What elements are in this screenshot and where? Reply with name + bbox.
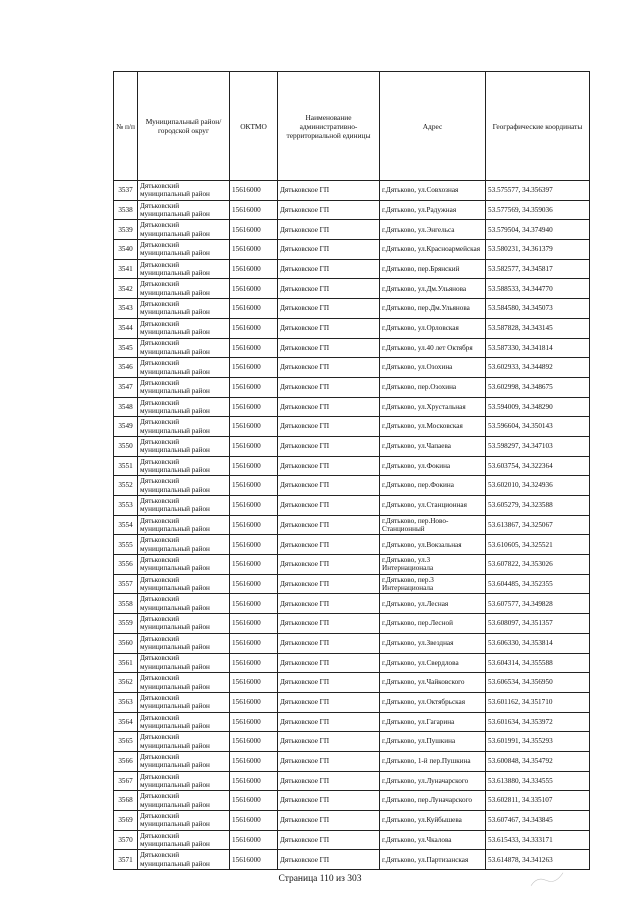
row-district: Дятьковский муниципальный район [138,712,230,732]
row-number: 3569 [114,811,138,831]
header-district: Муниципальный район/городской округ [138,72,230,181]
row-district: Дятьковский муниципальный район [138,417,230,437]
row-coords: 53.601162, 34.351710 [486,692,590,712]
row-address: г.Дятьково, ул.Гагарина [380,712,486,732]
row-oktmo: 15616000 [230,732,278,752]
row-coords: 53.604314, 34.355588 [486,653,590,673]
row-number: 3555 [114,535,138,555]
row-number: 3551 [114,456,138,476]
row-coords: 53.600848, 34.354792 [486,751,590,771]
row-district: Дятьковский муниципальный район [138,397,230,417]
row-unit: Дятьковское ГП [278,712,380,732]
row-unit: Дятьковское ГП [278,200,380,220]
row-district: Дятьковский муниципальный район [138,259,230,279]
row-district: Дятьковский муниципальный район [138,220,230,240]
row-number: 3570 [114,830,138,850]
row-unit: Дятьковское ГП [278,436,380,456]
row-address: г.Дятьково, ул.Чапаева [380,436,486,456]
table-body [114,181,590,870]
row-coords: 53.594009, 34.348290 [486,397,590,417]
table-row [114,633,590,653]
row-unit: Дятьковское ГП [278,338,380,358]
row-district: Дятьковский муниципальный район [138,338,230,358]
row-district: Дятьковский муниципальный район [138,614,230,634]
table-row [114,338,590,358]
row-unit: Дятьковское ГП [278,594,380,614]
table-row [114,220,590,240]
registry-table [113,71,590,870]
row-district: Дятьковский муниципальный район [138,358,230,378]
row-number: 3558 [114,594,138,614]
table-row [114,594,590,614]
row-unit: Дятьковское ГП [278,279,380,299]
row-oktmo: 15616000 [230,417,278,437]
table-row [114,397,590,417]
table-row [114,318,590,338]
row-coords: 53.613880, 34.334555 [486,771,590,791]
row-number: 3563 [114,692,138,712]
row-address: г.Дятьково, 1-й пер.Пушкина [380,751,486,771]
row-address: г.Дятьково, ул.Станционная [380,496,486,516]
row-unit: Дятьковское ГП [278,574,380,594]
row-unit: Дятьковское ГП [278,515,380,535]
row-coords: 53.607577, 34.349828 [486,594,590,614]
table-row [114,535,590,555]
table-header-row [114,72,590,181]
row-oktmo: 15616000 [230,692,278,712]
row-address: г.Дятьково, ул.Чайковского [380,673,486,693]
row-number: 3571 [114,850,138,870]
row-unit: Дятьковское ГП [278,692,380,712]
row-number: 3553 [114,496,138,516]
row-unit: Дятьковское ГП [278,732,380,752]
row-coords: 53.602811, 34.335107 [486,791,590,811]
row-district: Дятьковский муниципальный район [138,240,230,260]
row-oktmo: 15616000 [230,259,278,279]
row-district: Дятьковский муниципальный район [138,791,230,811]
row-oktmo: 15616000 [230,673,278,693]
row-number: 3564 [114,712,138,732]
table-row [114,811,590,831]
row-oktmo: 15616000 [230,614,278,634]
row-number: 3544 [114,318,138,338]
row-district: Дятьковский муниципальный район [138,811,230,831]
table-row [114,299,590,319]
row-coords: 53.575577, 34.356397 [486,181,590,201]
row-address: г.Дятьково, ул.Лесная [380,594,486,614]
row-coords: 53.587828, 34.343145 [486,318,590,338]
row-number: 3538 [114,200,138,220]
row-oktmo: 15616000 [230,318,278,338]
table-row [114,692,590,712]
header-coords: Географические координаты [486,72,590,181]
table-row [114,574,590,594]
row-coords: 53.613867, 34.325067 [486,515,590,535]
row-unit: Дятьковское ГП [278,653,380,673]
row-coords: 53.615433, 34.333171 [486,830,590,850]
row-unit: Дятьковское ГП [278,811,380,831]
row-address: г.Дятьково, ул.Пушкина [380,732,486,752]
header-unit: Наименование административно-территориальной единицы [278,72,380,181]
row-address: г.Дятьково, ул.Свердлова [380,653,486,673]
header-address: Адрес [380,72,486,181]
table-row [114,358,590,378]
row-district: Дятьковский муниципальный район [138,594,230,614]
row-district: Дятьковский муниципальный район [138,456,230,476]
row-oktmo: 15616000 [230,535,278,555]
row-number: 3540 [114,240,138,260]
row-coords: 53.602933, 34.344892 [486,358,590,378]
row-number: 3568 [114,791,138,811]
row-address: г.Дятьково, ул.Красноармейская [380,240,486,260]
row-coords: 53.577569, 34.359036 [486,200,590,220]
row-address: г.Дятьково, ул.Фокина [380,456,486,476]
row-unit: Дятьковское ГП [278,358,380,378]
row-district: Дятьковский муниципальный район [138,555,230,575]
row-coords: 53.602998, 34.348675 [486,377,590,397]
table-row [114,181,590,201]
row-oktmo: 15616000 [230,358,278,378]
row-unit: Дятьковское ГП [278,456,380,476]
row-number: 3550 [114,436,138,456]
row-district: Дятьковский муниципальный район [138,692,230,712]
row-coords: 53.588533, 34.344770 [486,279,590,299]
row-address: г.Дятьково, ул.Октябрьская [380,692,486,712]
row-number: 3556 [114,555,138,575]
row-coords: 53.606330, 34.353814 [486,633,590,653]
table-row [114,830,590,850]
row-unit: Дятьковское ГП [278,830,380,850]
row-district: Дятьковский муниципальный район [138,673,230,693]
row-district: Дятьковский муниципальный район [138,318,230,338]
table-row [114,476,590,496]
row-address: г.Дятьково, ул.Орловская [380,318,486,338]
row-district: Дятьковский муниципальный район [138,200,230,220]
row-address: г.Дятьково, пер.Дм.Ульянова [380,299,486,319]
row-district: Дятьковский муниципальный район [138,476,230,496]
row-oktmo: 15616000 [230,555,278,575]
row-unit: Дятьковское ГП [278,633,380,653]
row-oktmo: 15616000 [230,397,278,417]
row-number: 3557 [114,574,138,594]
row-oktmo: 15616000 [230,515,278,535]
table-row [114,456,590,476]
row-coords: 53.596604, 34.350143 [486,417,590,437]
row-address: г.Дятьково, ул.Дм.Ульянова [380,279,486,299]
row-oktmo: 15616000 [230,377,278,397]
row-coords: 53.582577, 34.345817 [486,259,590,279]
row-coords: 53.601634, 34.353972 [486,712,590,732]
row-oktmo: 15616000 [230,279,278,299]
row-number: 3539 [114,220,138,240]
row-district: Дятьковский муниципальный район [138,181,230,201]
row-district: Дятьковский муниципальный район [138,633,230,653]
row-number: 3567 [114,771,138,791]
row-number: 3566 [114,751,138,771]
table-row [114,732,590,752]
row-number: 3552 [114,476,138,496]
table-row [114,614,590,634]
row-address: г.Дятьково, ул.Луначарского [380,771,486,791]
row-district: Дятьковский муниципальный район [138,771,230,791]
row-number: 3559 [114,614,138,634]
row-unit: Дятьковское ГП [278,181,380,201]
row-oktmo: 15616000 [230,653,278,673]
row-district: Дятьковский муниципальный район [138,377,230,397]
row-unit: Дятьковское ГП [278,240,380,260]
row-district: Дятьковский муниципальный район [138,279,230,299]
row-address: г.Дятьково, пер.Луначарского [380,791,486,811]
row-address: г.Дятьково, ул.Чкалова [380,830,486,850]
row-coords: 53.579504, 34.374940 [486,220,590,240]
table-row [114,496,590,516]
row-address: г.Дятьково, пер.Брянский [380,259,486,279]
row-unit: Дятьковское ГП [278,751,380,771]
row-coords: 53.601991, 34.355293 [486,732,590,752]
row-unit: Дятьковское ГП [278,299,380,319]
row-oktmo: 15616000 [230,712,278,732]
row-unit: Дятьковское ГП [278,771,380,791]
row-oktmo: 15616000 [230,338,278,358]
row-unit: Дятьковское ГП [278,496,380,516]
table-row [114,200,590,220]
row-address: г.Дятьково, ул.Совхозная [380,181,486,201]
row-oktmo: 15616000 [230,850,278,870]
row-district: Дятьковский муниципальный район [138,515,230,535]
row-address: г.Дятьково, ул.Звездная [380,633,486,653]
table-row [114,712,590,732]
table-row [114,791,590,811]
table-row [114,279,590,299]
row-oktmo: 15616000 [230,574,278,594]
row-district: Дятьковский муниципальный район [138,732,230,752]
row-number: 3541 [114,259,138,279]
row-oktmo: 15616000 [230,200,278,220]
row-number: 3549 [114,417,138,437]
table-row [114,771,590,791]
row-oktmo: 15616000 [230,436,278,456]
row-address: г.Дятьково, пер.Ново-Станционный [380,515,486,535]
row-unit: Дятьковское ГП [278,673,380,693]
row-address: г.Дятьково, ул.Московская [380,417,486,437]
row-address: г.Дятьково, пер.Фокина [380,476,486,496]
row-oktmo: 15616000 [230,771,278,791]
row-coords: 53.607822, 34.353026 [486,555,590,575]
row-address: г.Дятьково, ул.Энгельса [380,220,486,240]
row-coords: 53.587330, 34.341814 [486,338,590,358]
table-row [114,673,590,693]
row-number: 3560 [114,633,138,653]
row-unit: Дятьковское ГП [278,397,380,417]
row-coords: 53.604485, 34.352355 [486,574,590,594]
row-unit: Дятьковское ГП [278,476,380,496]
row-address: г.Дятьково, ул.Вокзальная [380,535,486,555]
row-oktmo: 15616000 [230,633,278,653]
table-row [114,653,590,673]
row-oktmo: 15616000 [230,240,278,260]
row-number: 3562 [114,673,138,693]
row-unit: Дятьковское ГП [278,555,380,575]
row-district: Дятьковский муниципальный район [138,653,230,673]
row-address: г.Дятьково, ул.Хрустальная [380,397,486,417]
row-oktmo: 15616000 [230,181,278,201]
row-oktmo: 15616000 [230,594,278,614]
row-coords: 53.608097, 34.351357 [486,614,590,634]
row-coords: 53.607467, 34.343845 [486,811,590,831]
row-coords: 53.610605, 34.325521 [486,535,590,555]
page-number: Страница 110 из 303 [278,874,362,884]
row-address: г.Дятьково, ул.3 Интернационала [380,555,486,575]
row-oktmo: 15616000 [230,299,278,319]
row-unit: Дятьковское ГП [278,377,380,397]
table-row [114,417,590,437]
row-district: Дятьковский муниципальный район [138,535,230,555]
row-oktmo: 15616000 [230,496,278,516]
row-number: 3561 [114,653,138,673]
row-oktmo: 15616000 [230,791,278,811]
row-coords: 53.584580, 34.345073 [486,299,590,319]
row-address: г.Дятьково, ул.Партизанская [380,850,486,870]
row-unit: Дятьковское ГП [278,417,380,437]
row-number: 3547 [114,377,138,397]
table-row [114,515,590,535]
table-row [114,377,590,397]
row-number: 3548 [114,397,138,417]
row-coords: 53.598297, 34.347103 [486,436,590,456]
row-unit: Дятьковское ГП [278,318,380,338]
row-unit: Дятьковское ГП [278,791,380,811]
table-row [114,850,590,870]
table-row [114,240,590,260]
table-row [114,555,590,575]
row-address: г.Дятьково, пер.3 Интернационала [380,574,486,594]
row-oktmo: 15616000 [230,751,278,771]
table-row [114,751,590,771]
row-oktmo: 15616000 [230,456,278,476]
row-number: 3545 [114,338,138,358]
row-number: 3543 [114,299,138,319]
row-address: г.Дятьково, пер.Озохина [380,377,486,397]
row-address: г.Дятьково, ул.Куйбышева [380,811,486,831]
row-unit: Дятьковское ГП [278,850,380,870]
row-district: Дятьковский муниципальный район [138,751,230,771]
row-oktmo: 15616000 [230,830,278,850]
row-coords: 53.602010, 34.324936 [486,476,590,496]
row-coords: 53.614878, 34.341263 [486,850,590,870]
row-oktmo: 15616000 [230,476,278,496]
row-district: Дятьковский муниципальный район [138,436,230,456]
row-number: 3554 [114,515,138,535]
table-row [114,436,590,456]
row-coords: 53.580231, 34.361379 [486,240,590,260]
row-address: г.Дятьково, ул.40 лет Октября [380,338,486,358]
row-number: 3565 [114,732,138,752]
row-number: 3546 [114,358,138,378]
row-address: г.Дятьково, ул.Радужная [380,200,486,220]
row-unit: Дятьковское ГП [278,220,380,240]
row-number: 3537 [114,181,138,201]
row-address: г.Дятьково, пер.Лесной [380,614,486,634]
header-num: № п/п [114,72,138,181]
row-number: 3542 [114,279,138,299]
row-district: Дятьковский муниципальный район [138,830,230,850]
row-coords: 53.603754, 34.322364 [486,456,590,476]
row-district: Дятьковский муниципальный район [138,299,230,319]
row-district: Дятьковский муниципальный район [138,574,230,594]
row-coords: 53.605279, 34.323588 [486,496,590,516]
row-unit: Дятьковское ГП [278,259,380,279]
row-coords: 53.606534, 34.356950 [486,673,590,693]
table-row [114,259,590,279]
row-address: г.Дятьково, ул.Озохина [380,358,486,378]
header-oktmo: ОКТМО [230,72,278,181]
row-district: Дятьковский муниципальный район [138,850,230,870]
row-unit: Дятьковское ГП [278,614,380,634]
row-district: Дятьковский муниципальный район [138,496,230,516]
row-unit: Дятьковское ГП [278,535,380,555]
row-oktmo: 15616000 [230,220,278,240]
row-oktmo: 15616000 [230,811,278,831]
